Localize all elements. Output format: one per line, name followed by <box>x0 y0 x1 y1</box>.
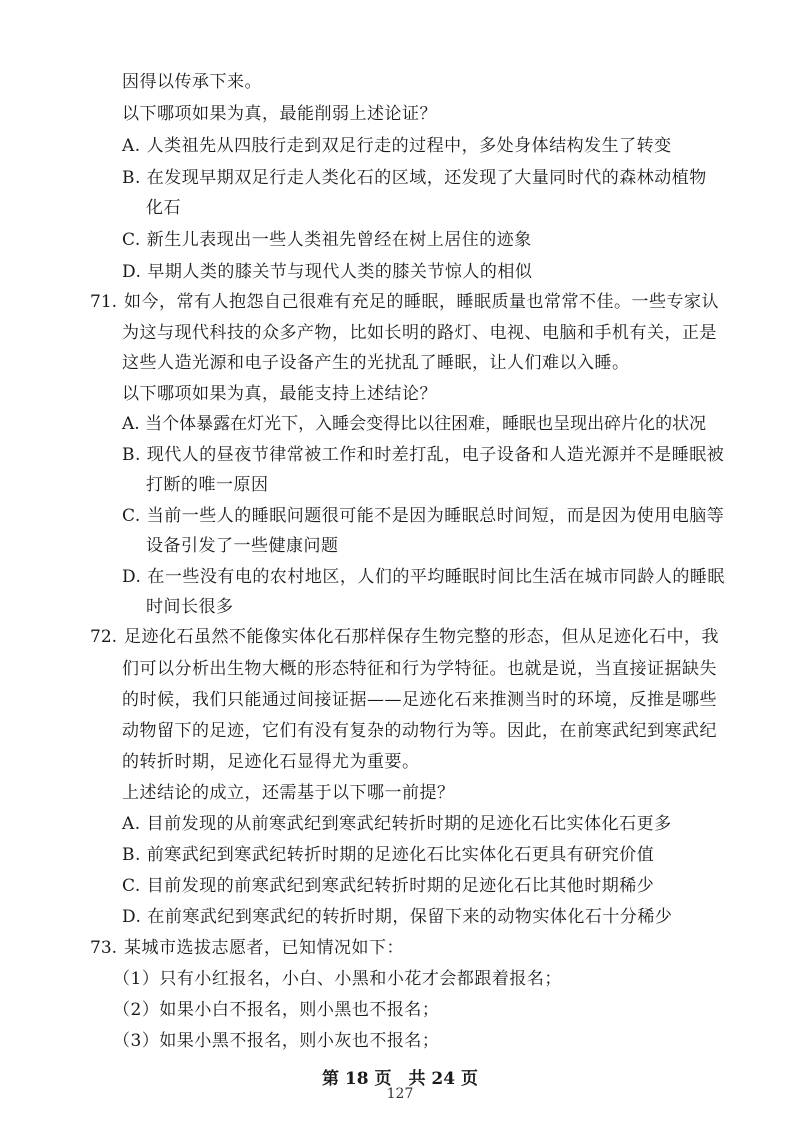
option-d-continued: 时间长很多 <box>146 597 234 617</box>
condition-item: （1）只有小红报名，小白、小黑和小花才会都跟着报名； <box>113 969 562 989</box>
question-stem: 的转折时期，足迹化石显得尤为重要。 <box>122 752 420 772</box>
question-stem: 某城市选拔志愿者，已知情况如下： <box>124 938 404 958</box>
question-stem: 动物留下的足迹，它们有没有复杂的动物行为等。因此，在前寒武纪到寒武纪 <box>122 721 717 741</box>
option-c: C. 新生儿表现出一些人类祖先曾经在树上居住的迹象 <box>122 230 532 250</box>
option-b-continued: 化石 <box>146 198 181 218</box>
question-stem: 为这与现代科技的众多产物，比如长明的路灯、电视、电脑和手机有关，正是 <box>122 323 717 343</box>
option-a: A. 目前发现的从前寒武纪到寒武纪转折时期的足迹化石比实体化石更多 <box>122 814 672 834</box>
option-c: C. 目前发现的前寒武纪到寒武纪转折时期的足迹化石比其他时期稀少 <box>122 876 655 896</box>
question-prompt: 以下哪项如果为真，最能削弱上述论证？ <box>122 104 437 124</box>
option-b-continued: 打断的唯一原因 <box>146 475 269 495</box>
text-line: 因得以传承下来。 <box>122 72 262 92</box>
option-a: A. 当个体暴露在灯光下，入睡会变得比以往困难，睡眠也呈现出碎片化的状况 <box>122 414 707 434</box>
option-d: D. 在前寒武纪到寒武纪的转折时期，保留下来的动物实体化石十分稀少 <box>122 907 673 927</box>
question-stem: 这些人造光源和电子设备产生的光扰乱了睡眠，让人们难以入睡。 <box>122 353 630 373</box>
option-b: B. 在发现早期双足行走人类化石的区域，还发现了大量同时代的森林动植物 <box>122 168 707 188</box>
page-number: 127 <box>386 1086 414 1102</box>
question-stem: 如今，常有人抱怨自己很难有充足的睡眠，睡眠质量也常常不佳。一些专家认 <box>124 292 719 312</box>
option-c-continued: 设备引发了一些健康问题 <box>146 536 339 556</box>
condition-item: （2）如果小白不报名，则小黑也不报名； <box>113 1000 440 1020</box>
question-number: 73. <box>90 938 118 958</box>
question-prompt: 以下哪项如果为真，最能支持上述结论？ <box>122 384 437 404</box>
condition-item: （3）如果小黑不报名，则小灰也不报名； <box>113 1031 440 1051</box>
question-number: 72. <box>90 627 118 647</box>
question-number: 71. <box>90 292 118 312</box>
option-b: B. 前寒武纪到寒武纪转折时期的足迹化石比实体化石更具有研究价值 <box>122 845 655 865</box>
option-d: D. 在一些没有电的农村地区，人们的平均睡眠时间比生活在城市同龄人的睡眠 <box>122 567 725 587</box>
option-d: D. 早期人类的膝关节与现代人类的膝关节惊人的相似 <box>122 262 533 282</box>
question-stem: 的时候，我们只能通过间接证据——足迹化石来推测当时的环境，反推是哪些 <box>122 690 717 710</box>
option-a: A. 人类祖先从四肢行走到双足行走的过程中，多处身体结构发生了转变 <box>122 136 672 156</box>
option-c: C. 当前一些人的睡眠问题很可能不是因为睡眠总时间短，而是因为使用电脑等 <box>122 506 725 526</box>
question-prompt: 上述结论的成立，还需基于以下哪一前提？ <box>122 783 455 803</box>
option-b: B. 现代人的昼夜节律常被工作和时差打乱，电子设备和人造光源并不是睡眠被 <box>122 445 725 465</box>
page-info: 第 18 页 共 24 页 <box>322 1069 478 1089</box>
question-stem: 足迹化石虽然不能像实体化石那样保存生物完整的形态，但从足迹化石中，我 <box>124 627 719 647</box>
question-stem: 们可以分析出生物大概的形态特征和行为学特征。也就是说，当直接证据缺失 <box>122 659 717 679</box>
